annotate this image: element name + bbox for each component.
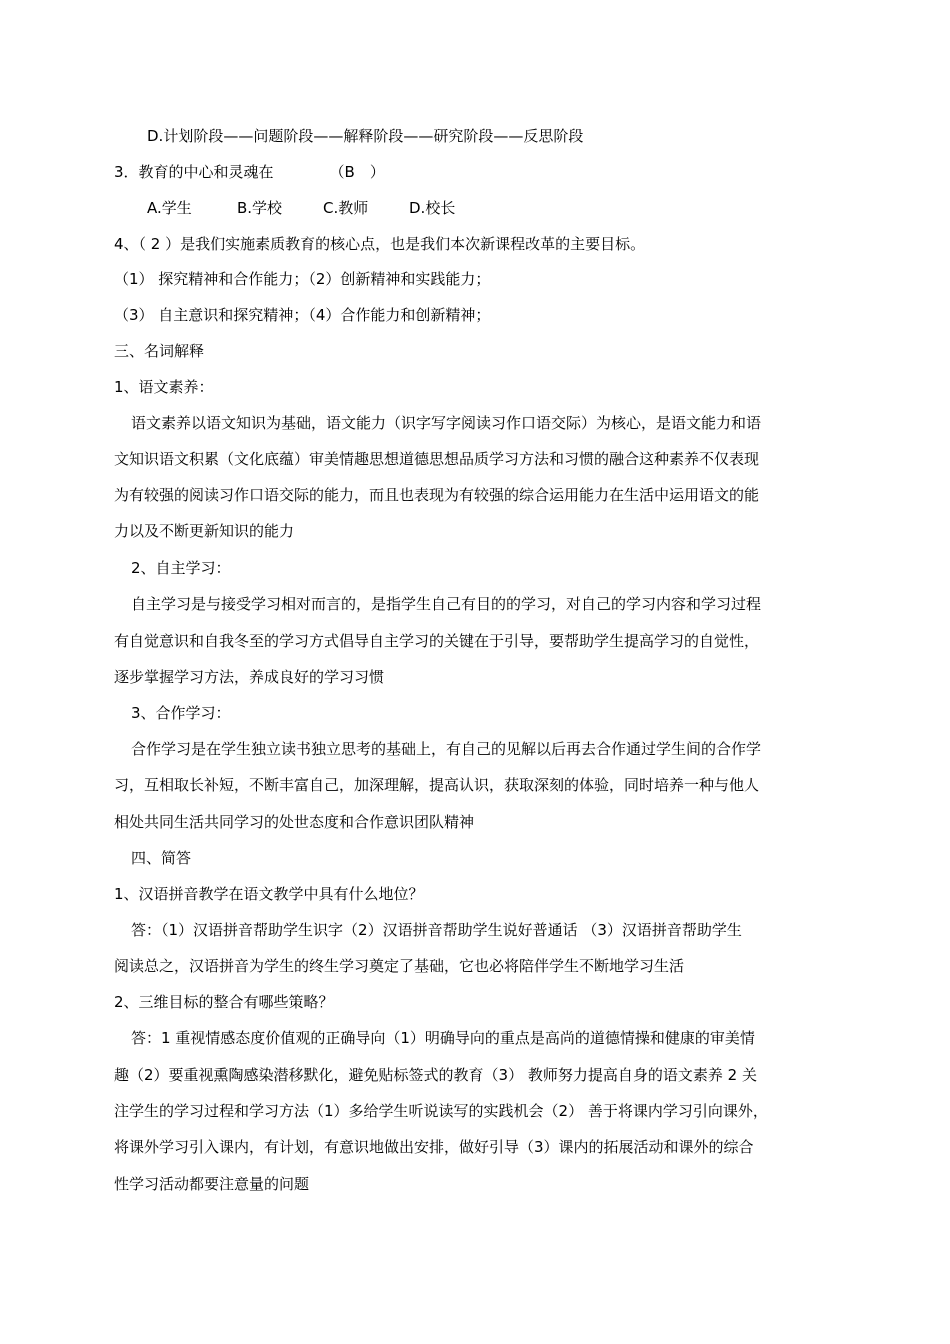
term-1-line: 为有较强的阅读习作口语交际的能力，而且也表现为有较强的综合运用能力在生活中运用语文的能	[114, 486, 760, 504]
answer-2-line: 将课外学习引入课内，有计划，有意识地做出安排，做好引导（3）课内的拓展活动和课外的综合	[114, 1138, 754, 1156]
term-3-line: 相处共同生活共同学习的处世态度和合作意识团队精神	[114, 813, 475, 831]
term-1-title: 1、语文素养：	[114, 378, 214, 396]
question-3-options	[147, 196, 455, 220]
option-c: C.教师	[323, 199, 369, 217]
question-4: 4、（ 2 ）是我们实施素质教育的核心点，也是我们本次新课程改革的主要目标。	[114, 235, 646, 253]
answer-1-line: 答：（1）汉语拼音帮助学生识字（2）汉语拼音帮助学生说好普通话 （3）汉语拼音帮助学生	[131, 921, 742, 939]
question-3-answer: （B ）	[329, 163, 385, 181]
short-question-1: 1、汉语拼音教学在语文教学中具有什么地位？	[114, 885, 424, 903]
term-2-line: 自主学习是与接受学习相对而言的，是指学生自己有目的的学习，对自己的学习内容和学习过程	[131, 595, 762, 613]
question-3-text: 3．教育的中心和灵魂在	[114, 163, 274, 181]
term-1-line: 力以及不断更新知识的能力	[114, 522, 295, 540]
term-3-line: 合作学习是在学生独立读书独立思考的基础上，有自己的见解以后再去合作通过学生间的合作学	[131, 740, 762, 758]
term-2-line: 有自觉意识和自我冬至的学习方式倡导自主学习的关键在于引导，要帮助学生提高学习的自觉性，	[114, 632, 760, 650]
term-1-line: 文知识语文积累（文化底蕴）审美情趣思想道德思想品质学习方法和习惯的融合这种素养不仅表现	[114, 450, 760, 468]
option-a: A.学生	[147, 199, 192, 217]
term-2-title: 2、自主学习：	[131, 559, 231, 577]
section-heading-terms: 三、名词解释	[114, 342, 205, 360]
option-d-line: D.计划阶段——问题阶段——解释阶段——研究阶段——反思阶段	[147, 127, 584, 145]
option-d: D.校长	[409, 199, 456, 217]
term-1-line: 语文素养以语文知识为基础，语文能力（识字写字阅读习作口语交际）为核心，是语文能力和语	[131, 414, 762, 432]
answer-2-line: 性学习活动都要注意量的问题	[114, 1175, 310, 1193]
term-3-title: 3、合作学习：	[131, 704, 231, 722]
question-4-choices-2: （3） 自主意识和探究精神；（4）合作能力和创新精神；	[114, 306, 491, 324]
section-heading-short: 四、简答	[131, 849, 192, 867]
term-3-line: 习，互相取长补短，不断丰富自己，加深理解，提高认识，获取深刻的体验，同时培养一种与他人	[114, 776, 760, 794]
answer-2-line: 答：1 重视情感态度价值观的正确导向（1）明确导向的重点是高尚的道德情操和健康的审美情	[131, 1029, 755, 1047]
answer-2-line: 趣（2）要重视熏陶感染潜移默化，避免贴标签式的教育（3） 教师努力提高自身的语文素养 2 关	[114, 1066, 757, 1084]
term-2-line: 逐步掌握学习方法，养成良好的学习习惯	[114, 668, 385, 686]
short-question-2: 2、三维目标的整合有哪些策略？	[114, 993, 334, 1011]
question-3	[114, 160, 385, 184]
answer-1-line: 阅读总之，汉语拼音为学生的终生学习奠定了基础，它也必将陪伴学生不断地学习生活	[114, 957, 685, 975]
answer-2-line: 注学生的学习过程和学习方法（1）多给学生听说读写的实践机会（2） 善于将课内学习引向课外，	[114, 1102, 768, 1120]
question-4-choices-1: （1） 探究精神和合作能力；（2）创新精神和实践能力；	[114, 270, 491, 288]
option-b: B.学校	[237, 199, 283, 217]
